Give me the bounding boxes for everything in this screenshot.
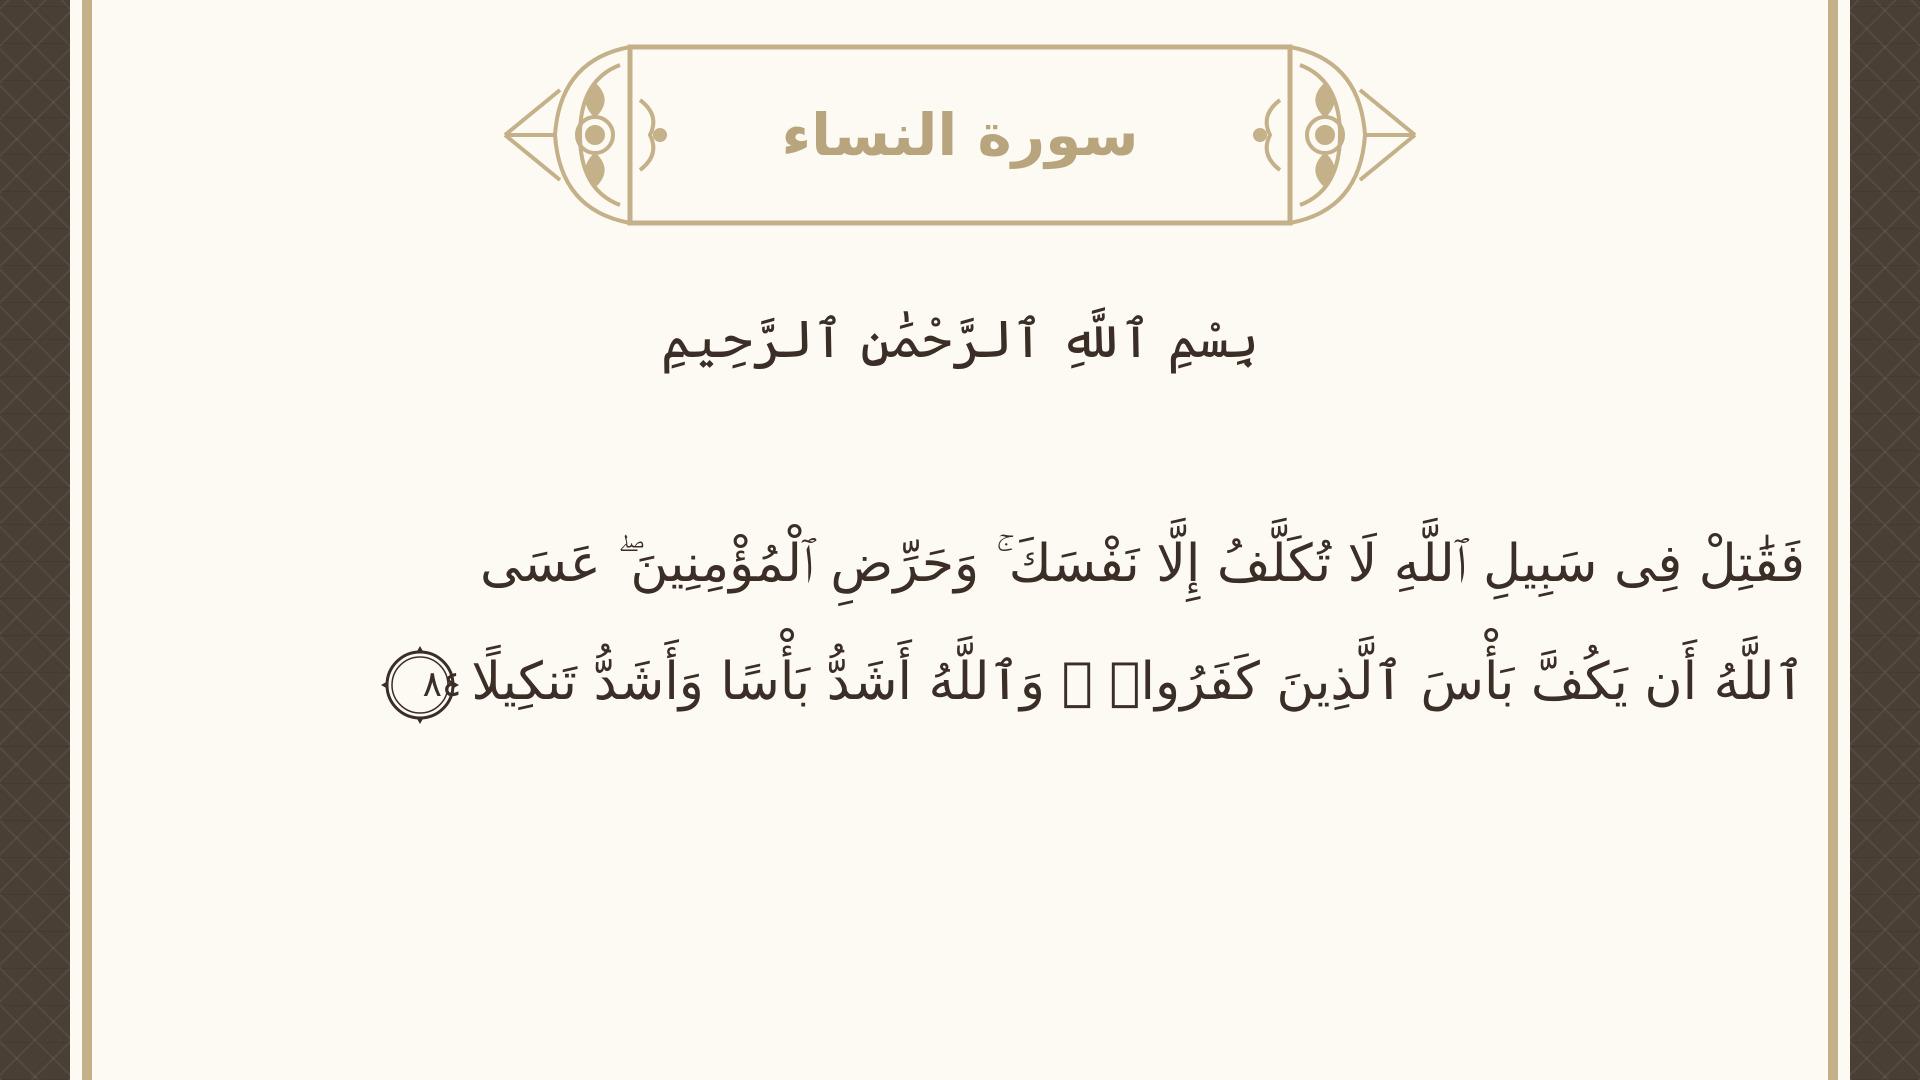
verse-line-2 bbox=[225, 623, 1805, 741]
left-ornamental-border bbox=[0, 0, 70, 1080]
ayah-end-marker bbox=[379, 644, 461, 726]
surah-header-frame bbox=[500, 40, 1420, 230]
verse-line-1: فَقَٰتِلْ فِى سَبِيلِ ٱللَّهِ لَا تُكَلَّفُ إِلَّا نَفْسَكَ ۚ وَحَرِّضِ ٱلْمُؤْمِنِينَ ۖ عَسَى bbox=[480, 534, 1805, 594]
right-gold-rule bbox=[1828, 0, 1838, 1080]
right-ornamental-border bbox=[1850, 0, 1920, 1080]
ayah-number: ٨٤ bbox=[422, 664, 462, 705]
verse-line-2-text: ٱللَّهُ أَن يَكُفَّ بَأْسَ ٱلَّذِينَ كَفَرُوا۟ ۚ وَٱللَّهُ أَشَدُّ بَأْسًا وَأَشَدُّ تَنكِيلًا bbox=[471, 652, 1805, 712]
surah-title: سورة النساء bbox=[781, 101, 1139, 169]
basmala: بِسْمِ ٱللَّهِ ٱلرَّحْمَٰنِ ٱلرَّحِيمِ bbox=[660, 310, 1260, 370]
left-gold-rule bbox=[82, 0, 92, 1080]
verse-text bbox=[225, 505, 1805, 741]
